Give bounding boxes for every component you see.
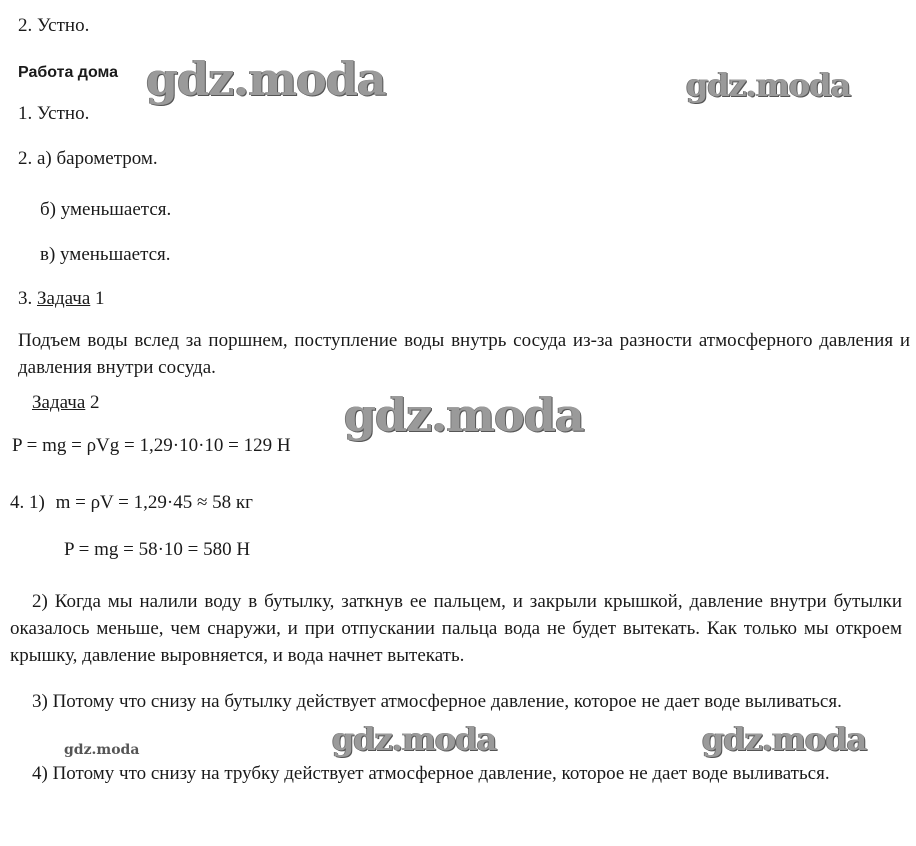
item-3-number: 3. <box>18 288 33 309</box>
task-label: Задача <box>32 392 86 413</box>
section-heading: Работа дома <box>18 64 119 81</box>
item-2c: в) уменьшается. <box>40 244 171 265</box>
watermark: gdz.moda <box>344 388 584 442</box>
watermark: gdz.moda <box>64 742 140 758</box>
item-2a: 2. а) барометром. <box>18 148 158 169</box>
item-2-oral: 2. Устно. <box>18 15 90 36</box>
task-label: Задача <box>37 288 91 309</box>
watermark: gdz.moda <box>332 720 497 758</box>
formula-weight-2: P = mg = 58·10 = 580 Н <box>64 539 251 560</box>
item-4-number: 4. 1) <box>10 492 45 513</box>
item-4-2-answer: 2) Когда мы налили воду в бутылку, заткнув ее пальцем, и закрыли крышкой, давление внутри бутылки оказалось меньше, чем снаружи, и при отпускании пальца вода не будет вытекать. Как только мы откроем крышку, давление выровняется, и вода начнет вытекать. <box>10 591 902 666</box>
formula-mass: m = ρV = 1,29·45 ≈ 58 кг <box>55 492 253 513</box>
task-number: 1 <box>95 288 105 309</box>
task-number: 2 <box>90 392 100 413</box>
watermark: gdz.moda <box>702 720 867 758</box>
item-2b: б) уменьшается. <box>40 199 172 220</box>
watermark: gdz.moda <box>146 52 386 106</box>
task-1-answer: Подъем воды вслед за поршнем, поступление воды внутрь сосуда из-за разности атмосферного давления и давления внутри сосуда. <box>18 330 910 378</box>
item-1-oral: 1. Устно. <box>18 103 90 124</box>
item-4-4-answer: 4) Потому что снизу на трубку действует атмосферное давление, которое не дает воде выливаться. <box>32 763 830 784</box>
item-4-3-answer: 3) Потому что снизу на бутылку действует атмосферное давление, которое не дает воде выливаться. <box>32 691 842 712</box>
formula-weight: P = mg = ρVg = 1,29·10·10 = 129 Н <box>12 435 291 456</box>
item-4-1 <box>10 492 253 514</box>
watermark: gdz.moda <box>686 66 851 104</box>
item-3-heading <box>18 288 105 310</box>
task-2-heading <box>32 392 100 414</box>
